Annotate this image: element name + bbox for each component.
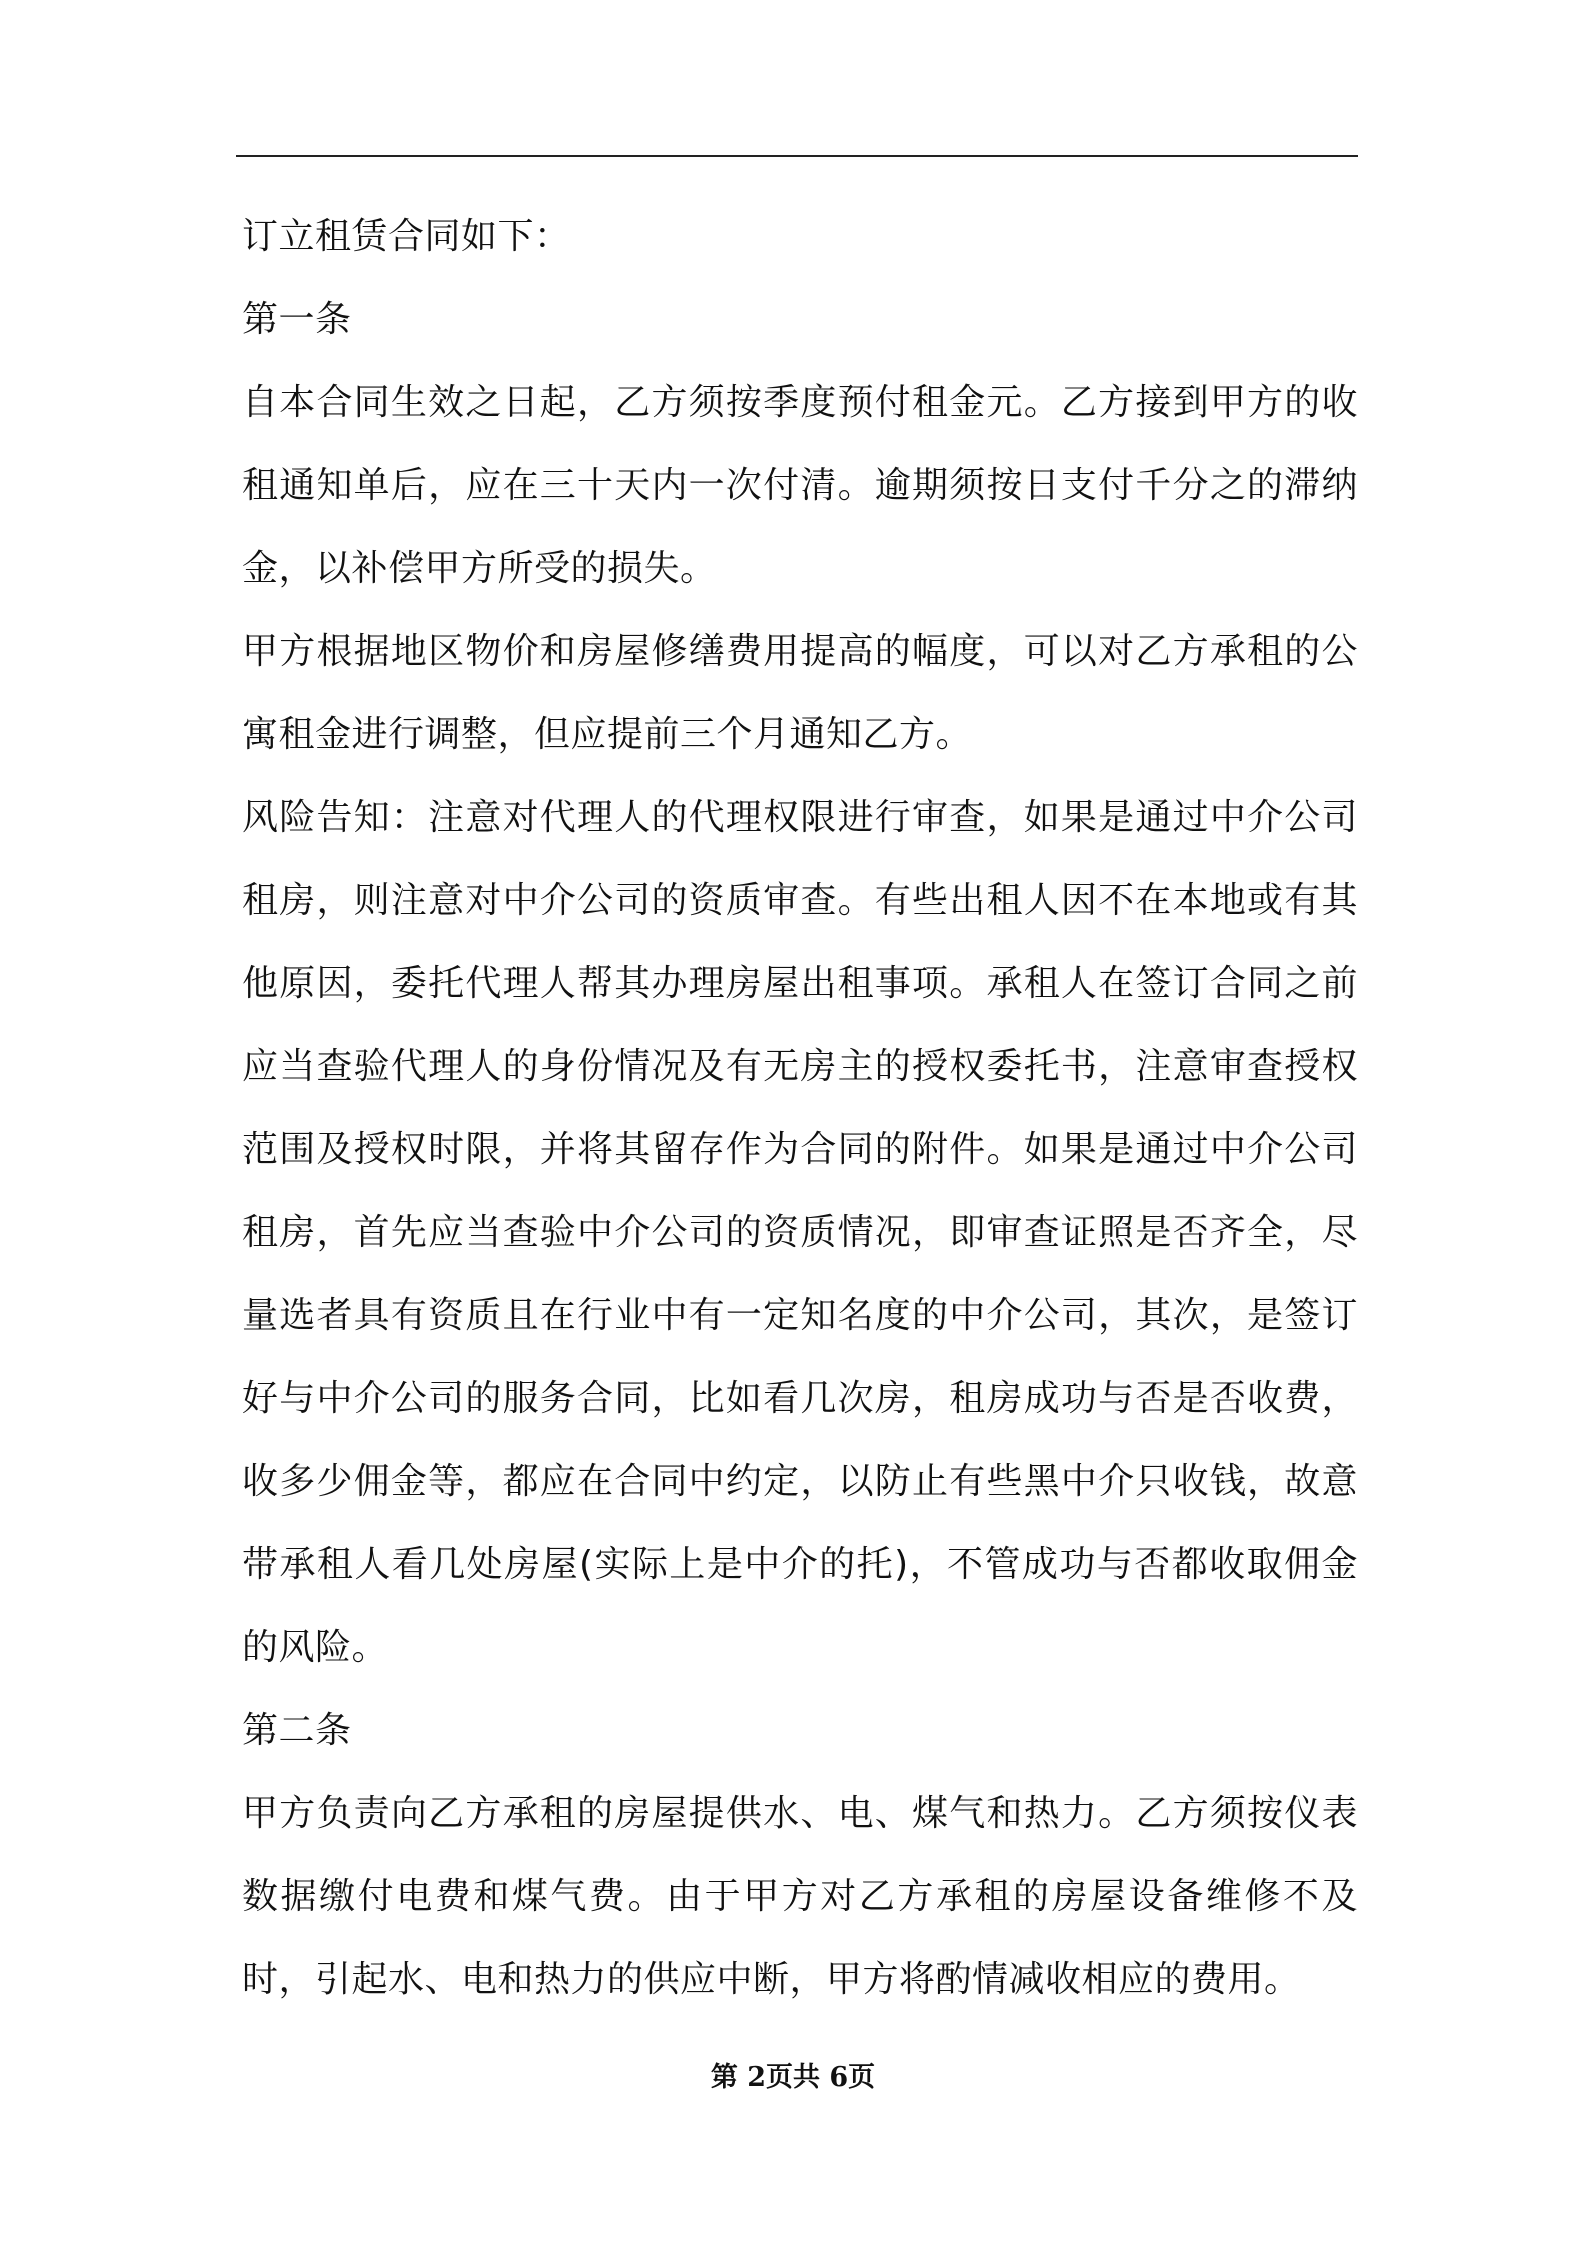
article-1-heading: 第一条 xyxy=(242,299,352,340)
header-rule xyxy=(236,155,1358,157)
risk-notice: 风险告知：注意对代理人的代理权限进行审查，如果是通过中介公司租房，则注意对中介公司的资质审查。有些出租人因不在本地或有其他原因，委托代理人帮其办理房屋出租事项。承租人在签订合同之前应当查验代理人的身份情况及有无房主的授权委托书，注意审查授权范围及授权时限，并将其留存作为合同的附件。如果是通过中介公司租房，首先应当查验中介公司的资质情况，即审查证照是否齐全，尽量选者具有资质且在行业中有一定知名度的中介公司，其次，是签订好与中介公司的服务合同，比如看几次房，租房成功与否是否收费，收多少佣金等，都应在合同中约定，以防止有些黑中介只收钱，故意带承租人看几处房屋(实际上是中介的托)，不管成功与否都收取佣金的风险。 xyxy=(242,797,1358,1668)
article-1-rent-adjustment: 甲方根据地区物价和房屋修缮费用提高的幅度，可以对乙方承租的公寓租金进行调整，但应提前三个月通知乙方。 xyxy=(242,631,1358,755)
page-number: 第 2页共 6页 xyxy=(710,2062,876,2093)
article-1-rent-payment: 自本合同生效之日起，乙方须按季度预付租金元。乙方接到甲方的收租通知单后，应在三十天内一次付清。逾期须按日支付千分之的滞纳金，以补偿甲方所受的损失。 xyxy=(242,382,1358,589)
article-2-utilities: 甲方负责向乙方承租的房屋提供水、电、煤气和热力。乙方须按仪表数据缴付电费和煤气费。由于甲方对乙方承租的房屋设备维修不及时，引起水、电和热力的供应中断，甲方将酌情减收相应的费用。 xyxy=(242,1793,1358,2000)
document-body xyxy=(242,195,1358,2021)
article-2-heading: 第二条 xyxy=(242,1710,352,1751)
intro-line: 订立租赁合同如下： xyxy=(242,216,571,257)
